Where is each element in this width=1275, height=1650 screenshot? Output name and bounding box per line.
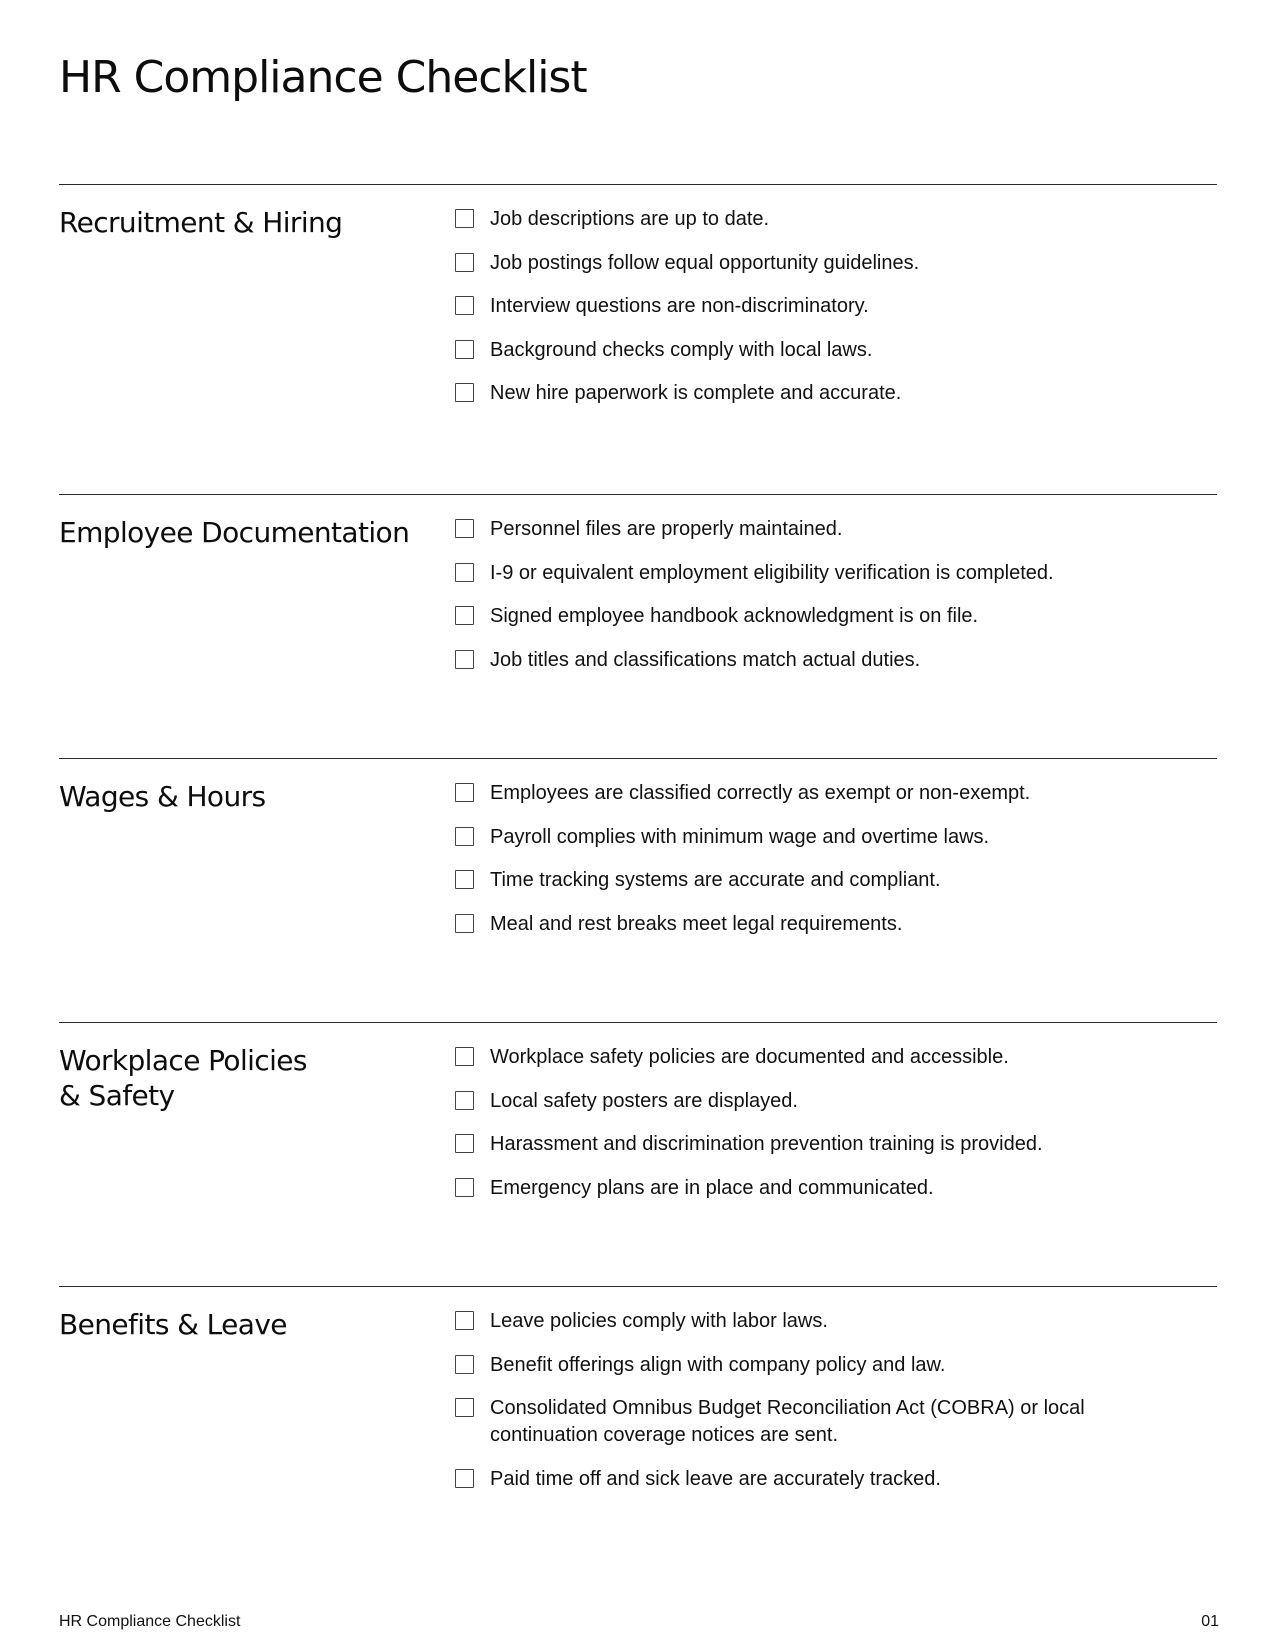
checklist-item-label: Paid time off and sick leave are accurately tracked. (490, 1467, 941, 1490)
checklist-item-label: Job postings follow equal opportunity guidelines. (490, 251, 920, 274)
checkbox[interactable] (455, 209, 474, 228)
checklist-item[interactable] (455, 560, 1195, 587)
checklist-item[interactable] (455, 1175, 1195, 1202)
checklist-item[interactable] (455, 1308, 1195, 1335)
section-benefits-leave (59, 1286, 1217, 1490)
checklist-item-label: Job descriptions are up to date. (490, 208, 770, 230)
checklist-item[interactable] (455, 1395, 1195, 1449)
checklist-item-label: Harassment and discrimination prevention training is provided. (490, 1133, 1043, 1155)
checkbox[interactable] (455, 296, 474, 315)
checklist (455, 1044, 1195, 1218)
checklist-item-label: Time tracking systems are accurate and compliant. (490, 869, 941, 891)
checklist-item[interactable] (455, 206, 1195, 233)
checklist-item[interactable] (455, 250, 1195, 277)
checklist-item-label: Signed employee handbook acknowledgment is on file. (490, 605, 979, 627)
section-workplace-policies-safety (59, 1022, 1217, 1199)
checklist-item[interactable] (455, 603, 1195, 630)
section-title: Employee Documentation (59, 516, 410, 549)
checkbox[interactable] (455, 1398, 474, 1417)
section-wages-hours (59, 758, 1217, 935)
checklist-item[interactable] (455, 1044, 1195, 1071)
checkbox[interactable] (455, 914, 474, 933)
checklist-item-label: Workplace safety policies are documented and accessible. (490, 1046, 1009, 1068)
checklist-item-label: I-9 or equivalent employment eligibility verification is completed. (490, 561, 1054, 584)
checklist-item-label: Job titles and classifications match actual duties. (490, 648, 921, 671)
footer-page-number: 01 (1201, 1613, 1219, 1630)
checklist-item-label: New hire paperwork is complete and accurate. (490, 382, 902, 404)
footer-title: HR Compliance Checklist (59, 1613, 241, 1630)
section-title: Benefits & Leave (59, 1308, 287, 1341)
checklist (455, 780, 1195, 954)
checkbox[interactable] (455, 519, 474, 538)
checklist-item[interactable] (455, 647, 1195, 674)
checklist-item-label: Employees are classified correctly as exempt or non-exempt. (490, 782, 1031, 804)
checklist (455, 1308, 1195, 1509)
checkbox[interactable] (455, 1469, 474, 1488)
checkbox[interactable] (455, 1178, 474, 1197)
checkbox[interactable] (455, 870, 474, 889)
checklist-item[interactable] (455, 380, 1195, 407)
checklist-item[interactable] (455, 780, 1195, 807)
checkbox[interactable] (455, 563, 474, 582)
checkbox[interactable] (455, 1355, 474, 1374)
checklist-item[interactable] (455, 867, 1195, 894)
checklist-item-label: Personnel files are properly maintained. (490, 518, 843, 540)
section-recruitment-hiring (59, 184, 1217, 404)
checklist-item-label: Interview questions are non-discriminatory. (490, 295, 869, 317)
checklist-item[interactable] (455, 1131, 1195, 1158)
checklist-item[interactable] (455, 1352, 1195, 1379)
checkbox[interactable] (455, 383, 474, 402)
section-title: Workplace Policies & Safety (59, 1044, 307, 1112)
checkbox[interactable] (455, 827, 474, 846)
checkbox[interactable] (455, 1134, 474, 1153)
checklist-item[interactable] (455, 293, 1195, 320)
checklist-item-label: Background checks comply with local laws. (490, 338, 873, 361)
checkbox[interactable] (455, 1091, 474, 1110)
checklist-item[interactable] (455, 1088, 1195, 1115)
section-employee-documentation (59, 494, 1217, 671)
checklist (455, 206, 1195, 424)
checklist-item-label: Leave policies comply with labor laws. (490, 1310, 828, 1332)
checklist-item[interactable] (455, 824, 1195, 851)
section-title: Recruitment & Hiring (59, 206, 343, 239)
checklist-item-label: Emergency plans are in place and communicated. (490, 1176, 934, 1199)
page-title: HR Compliance Checklist (59, 52, 587, 103)
checkbox[interactable] (455, 783, 474, 802)
checklist-item[interactable] (455, 1466, 1195, 1493)
checkbox[interactable] (455, 650, 474, 669)
checklist-item-label: Local safety posters are displayed. (490, 1089, 798, 1112)
checkbox[interactable] (455, 340, 474, 359)
checklist-item-label: Benefit offerings align with company policy and law. (490, 1353, 946, 1376)
checklist-item-label: Payroll complies with minimum wage and overtime laws. (490, 825, 990, 848)
checkbox[interactable] (455, 1311, 474, 1330)
checklist-item[interactable] (455, 516, 1195, 543)
checklist-item[interactable] (455, 911, 1195, 938)
checkbox[interactable] (455, 606, 474, 625)
checkbox[interactable] (455, 1047, 474, 1066)
checklist-item-label: Meal and rest breaks meet legal requirements. (490, 912, 903, 935)
checklist-item-label: Consolidated Omnibus Budget Reconciliation Act (COBRA) or local continuation coverage notices are sent. (490, 1397, 1085, 1446)
checklist-item[interactable] (455, 337, 1195, 364)
checklist (455, 516, 1195, 690)
section-title: Wages & Hours (59, 780, 266, 813)
checkbox[interactable] (455, 253, 474, 272)
